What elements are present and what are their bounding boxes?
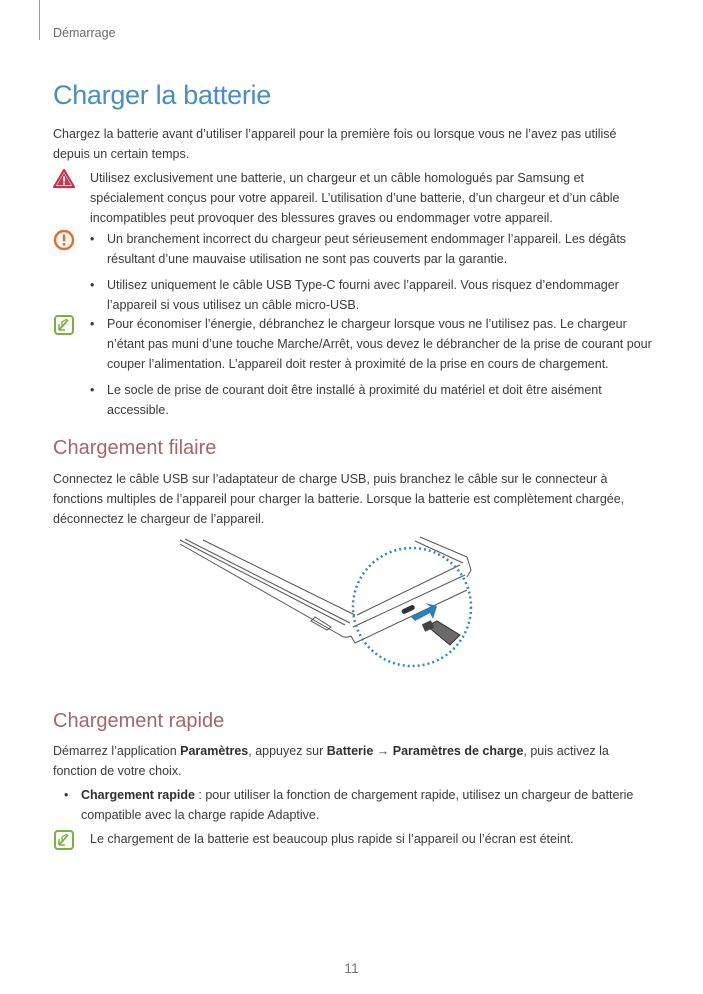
caution-item: • Un branchement incorrect du chargeur peut sérieusement endommager l’appareil. Les dégâts résultant d’une mauvaise utilisation ne sont pas couverts par la garantie.: [90, 229, 653, 269]
note-item: • Pour économiser l’énergie, débranchez le chargeur lorsque vous ne l’utilisez pas. Le chargeur n’étant pas muni d’une touche Marche/Arrêt, vous devez le débrancher de la prise de courant pour couper l’alimentation. L’appareil doit rester à proximité de la prise en cours de chargement.: [90, 314, 653, 374]
section-title-fast: Chargement rapide: [53, 710, 225, 732]
caution-list: [90, 229, 653, 315]
page-title: Charger la batterie: [53, 80, 271, 110]
fast-list: [64, 785, 644, 831]
breadcrumb: Démarrage: [53, 26, 116, 40]
margin-line: [39, 0, 40, 40]
fast-item: • Chargement rapide : pour utiliser la fonction de chargement rapide, utilisez un chargeur de batterie compatible avec la charge rapide Adaptive.: [64, 785, 644, 825]
note-item: • Le socle de prise de courant doit être installé à proximité du matériel et doit être aisément accessible.: [90, 380, 653, 420]
page-number: 11: [344, 960, 359, 976]
menu-charge-settings: Paramètres de charge: [392, 744, 524, 758]
section-title-wired: Chargement filaire: [53, 437, 217, 459]
warning-notice: [53, 168, 653, 228]
caution-notice: [53, 229, 653, 321]
fast-paragraph: Démarrez l’application Paramètres, appuyez sur Batterie → Paramètres de charge, puis activez la fonction de votre choix.: [53, 744, 609, 778]
note-notice: [53, 314, 653, 426]
wired-paragraph: Connectez le câble USB sur l’adaptateur de charge USB, puis branchez le câble sur le connecteur à fonctions multiples de l’appareil pour charger la batterie. Lorsque la batterie est complètement chargée, déconnectez le chargeur de l’appareil.: [53, 472, 625, 526]
fast-note: [53, 829, 653, 849]
settings-app-name: Paramètres: [180, 744, 249, 758]
warning-triangle-icon: [53, 168, 75, 190]
caution-item: • Utilisez uniquement le câble USB Type-C fourni avec l’appareil. Vous risquez d’endommager l’appareil si vous utilisez un câble micro-USB.: [90, 275, 653, 315]
charging-illustration: [175, 535, 485, 675]
caution-circle-icon: [53, 229, 75, 251]
warning-text: Utilisez exclusivement une batterie, un chargeur et un câble homologués par Samsung et spécialement conçus pour votre appareil. L’utilisation d’une batterie, d’un chargeur et d’un câble incompatibles peut provoquer des blessures graves ou endommager votre appareil.: [90, 171, 620, 225]
menu-battery: Batterie: [326, 744, 374, 758]
note-list: [90, 314, 653, 420]
note-pencil-icon: [53, 829, 75, 851]
intro-paragraph: Chargez la batterie avant d’utiliser l’appareil pour la première fois ou lorsque vous ne l’avez pas utilisé depuis un certain temps.: [53, 127, 617, 161]
fast-note-text: Le chargement de la batterie est beaucoup plus rapide si l’appareil ou l’écran est éteint.: [90, 832, 574, 846]
note-pencil-icon: [53, 314, 75, 336]
